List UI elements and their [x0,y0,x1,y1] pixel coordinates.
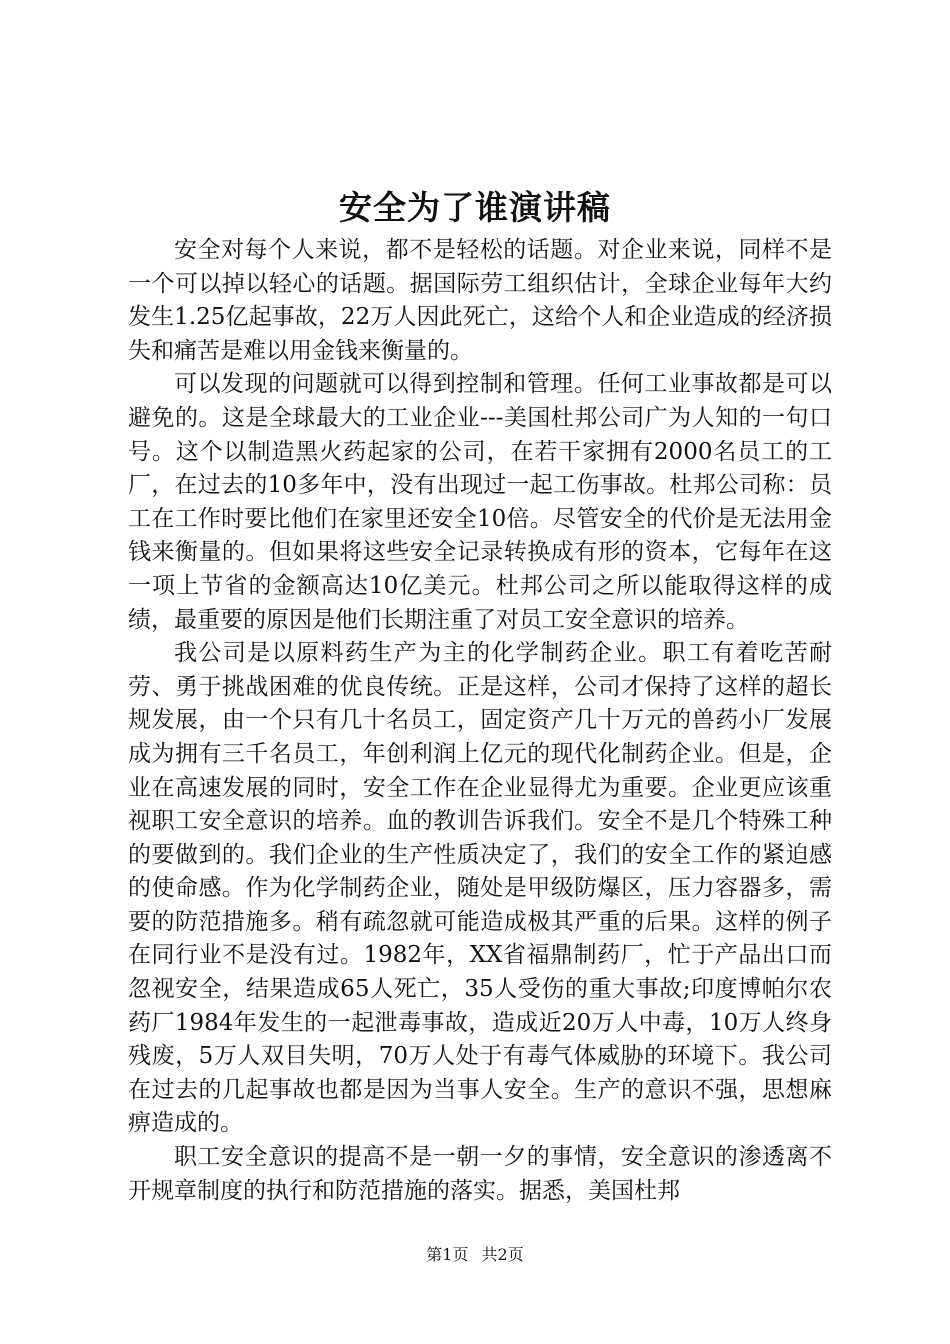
page-number-total: 共2页 [481,1245,524,1264]
document-title: 安全为了谁演讲稿 [339,188,611,227]
paragraph-3: 我公司是以原料药生产为主的化学制药企业。职工有着吃苦耐劳、勇于挑战困难的优良传统。正是这样，公司才保持了这样的超长规发展，由一个只有几十名员工，固定资产几十万元的兽药小厂发展成为拥有三千名员工，年创利润上亿元的现代化制药企业。但是，企业在高速发展的同时，安全工作在企业显得尤为重要。企业更应该重视职工安全意识的培养。血的教训告诉我们。安全不是几个特殊工种的要做到的。我们企业的生产性质决定了，我们的安全工作的紧迫感的使命感。作为化学制药企业，随处是甲级防爆区，压力容器多，需要的防范措施多。稍有疏忽就可能造成极其严重的后果。这样的例子在同行业不是没有过。1982年，XX省福鼎制药厂，忙于产品出口而忽视安全，结果造成65人死亡，35人受伤的重大事故;印度博帕尔农药厂1984年发生的一起泄毒事故，造成近20万人中毒，10万人终身残废，5万人双目失明，70万人处于有毒气体威胁的环境下。我公司在过去的几起事故也都是因为当事人安全。生产的意识不强，思想麻痹造成的。 [128,640,832,1137]
paragraph-4: 职工安全意识的提高不是一朝一夕的事情，安全意识的渗透离不开规章制度的执行和防范措施的落实。据悉，美国杜邦 [128,1144,832,1204]
page-number-current: 第1页 [426,1245,469,1264]
paragraph-1: 安全对每个人来说，都不是轻松的话题。对企业来说，同样不是一个可以掉以轻心的话题。据国际劳工组织估计，全球企业每年大约发生1.25亿起事故，22万人因此死亡，这给个人和企业造成的经济损失和痛苦是难以用金钱来衡量的。 [128,237,832,364]
document-body [128,234,832,1208]
paragraph-2: 可以发现的问题就可以得到控制和管理。任何工业事故都是可以避免的。这是全球最大的工业企业---美国杜邦公司广为人知的一句口号。这个以制造黑火药起家的公司，在若干家拥有2000名员工的工厂，在过去的10多年中，没有出现过一起工伤事故。杜邦公司称：员工在工作时要比他们在家里还安全10倍。尽管安全的代价是无法用金钱来衡量的。但如果将这些安全记录转换成有形的资本，它每年在这一项上节省的金额高达10亿美元。杜邦公司之所以能取得这样的成绩，最重要的原因是他们长期注重了对员工安全意识的培养。 [128,371,832,633]
page-footer [0,1244,950,1266]
